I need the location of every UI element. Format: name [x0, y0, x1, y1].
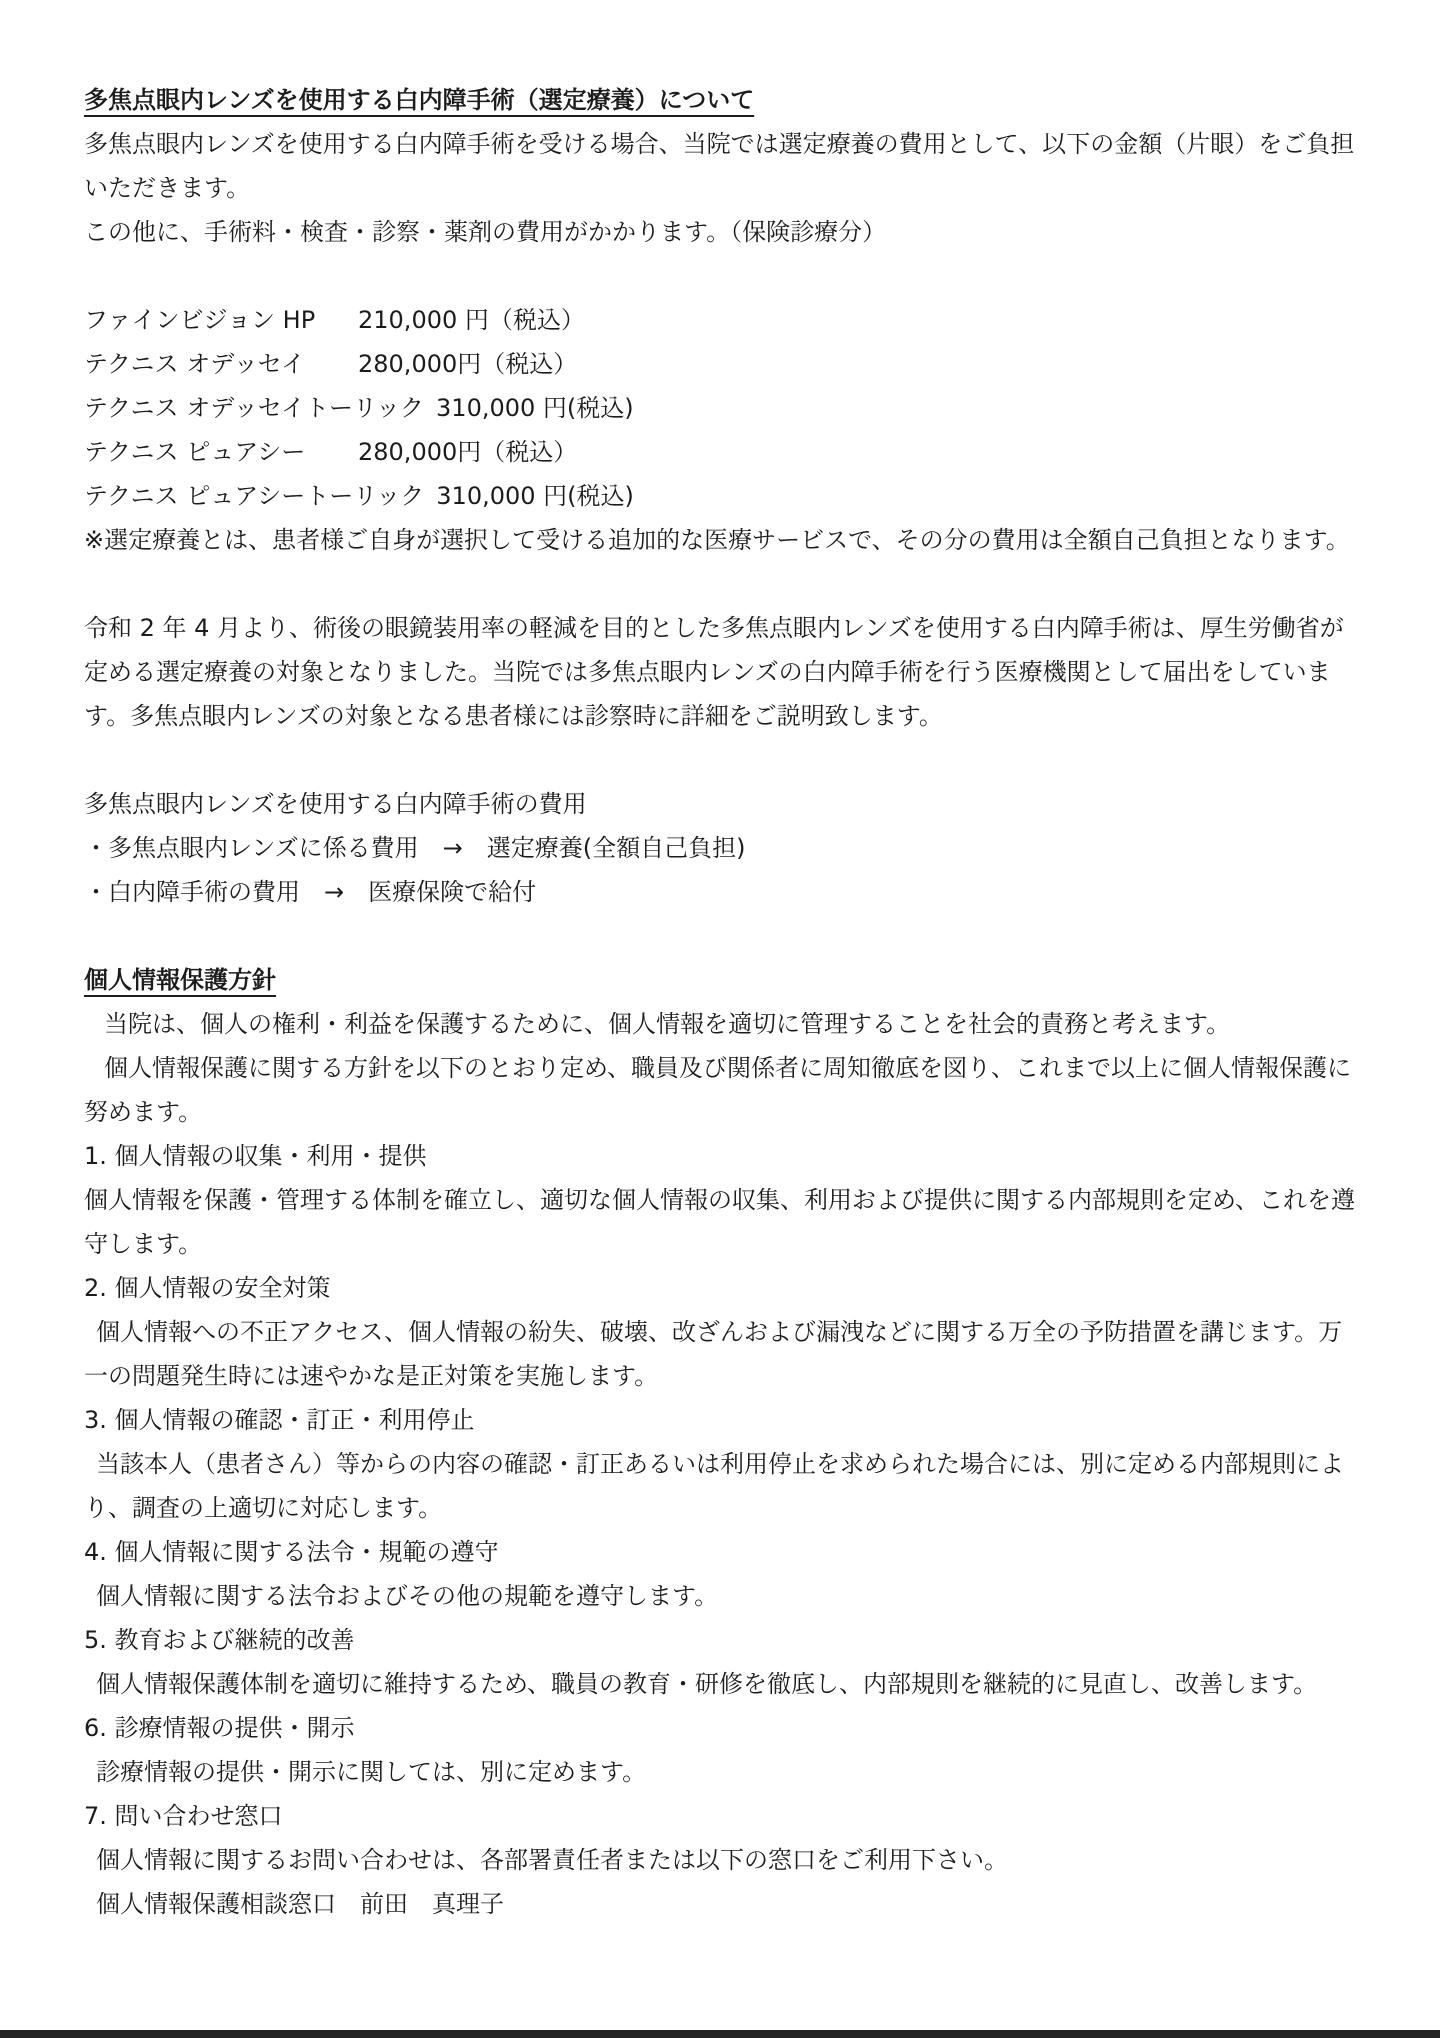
- policy-body: 個人情報保護体制を適切に維持するため、職員の教育・研修を徹底し、内部規則を継続的に見直し、改善します。: [96, 1670, 1318, 1698]
- scan-edge-bar: [0, 2030, 1440, 2038]
- price-row: [84, 386, 1356, 430]
- price-row: [84, 474, 1356, 518]
- lens-price: 210,000 円（税込）: [358, 306, 585, 334]
- lens-name: テクニス ピュアシー: [84, 438, 306, 466]
- privacy-intro-paragraph: 当院は、個人の権利・利益を保護するために、個人情報を適切に管理することを社会的責務と考えます。: [104, 1010, 1231, 1038]
- policy-body: 個人情報に関する法令およびその他の規範を遵守します。: [96, 1582, 719, 1610]
- privacy-section-title: 個人情報保護方針: [84, 966, 276, 994]
- lens-price: 280,000円（税込）: [358, 350, 578, 378]
- policy-heading: 3. 個人情報の確認・訂正・利用停止: [84, 1406, 475, 1434]
- policy-heading: 7. 問い合わせ窓口: [84, 1802, 283, 1830]
- policy-body: 個人情報を保護・管理する体制を確立し、適切な個人情報の収集、利用および提供に関する内部規則を定め、これを遵守します。: [84, 1186, 1356, 1258]
- policy-body: 当該本人（患者さん）等からの内容の確認・訂正あるいは利用停止を求められた場合には、別に定める内部規則により、調査の上適切に対応します。: [84, 1450, 1344, 1522]
- price-row: [84, 430, 1356, 474]
- lens-price: 280,000円（税込）: [358, 438, 578, 466]
- policy-body: 診療情報の提供・開示に関しては、別に定めます。: [96, 1758, 647, 1786]
- cost-heading: 多焦点眼内レンズを使用する白内障手術の費用: [84, 790, 587, 818]
- policy-body: 個人情報への不正アクセス、個人情報の紛失、破壊、改ざんおよび漏洩などに関する万全の予防措置を講じます。万一の問題発生時には速やかな是正対策を実施します。: [84, 1318, 1343, 1390]
- policy-heading: 2. 個人情報の安全対策: [84, 1274, 331, 1302]
- spacer: [84, 914, 1356, 958]
- policy-heading: 6. 診療情報の提供・開示: [84, 1714, 355, 1742]
- surgery-intro2-paragraph: この他に、手術料・検査・診察・薬剤の費用がかかります。（保険診療分）: [84, 218, 887, 246]
- lens-name: テクニス オデッセイトーリック: [84, 394, 425, 422]
- spacer: [84, 254, 1356, 298]
- privacy-intro-paragraph: 個人情報保護に関する方針を以下のとおり定め、職員及び関係者に周知徹底を図り、これまで以上に個人情報保護に努めます。: [84, 1054, 1352, 1126]
- sentei-ryoyo-note: ※選定療養とは、患者様ご自身が選択して受ける追加的な医療サービスで、その分の費用は全額自己負担となります。: [84, 526, 1350, 554]
- privacy-contact-line: 個人情報保護相談窓口 前田 真理子: [96, 1890, 504, 1918]
- policy-body: 個人情報に関するお問い合わせは、各部署責任者または以下の窓口をご利用下さい。: [96, 1846, 1008, 1874]
- lens-price: 310,000 円(税込): [436, 482, 634, 510]
- cost-item: ・白内障手術の費用 → 医療保険で給付: [84, 878, 537, 906]
- lens-price: 310,000 円(税込): [436, 394, 634, 422]
- surgery-background-paragraph: 令和 2 年 4 月より、術後の眼鏡装用率の軽減を目的とした多焦点眼内レンズを使用する白内障手術は、厚生労働省が定める選定療養の対象となりました。当院では多焦点眼内レンズの白内障手術を行う医療機関として届出をしています。多焦点眼内レンズの対象となる患者様には診察時に詳細をご説明致します。: [84, 614, 1344, 730]
- policy-heading: 5. 教育および継続的改善: [84, 1626, 355, 1654]
- policy-heading: 4. 個人情報に関する法令・規範の遵守: [84, 1538, 499, 1566]
- lens-name: ファインビジョン HP: [84, 306, 316, 334]
- privacy-policy-list: [84, 1134, 1356, 1926]
- policy-heading: 1. 個人情報の収集・利用・提供: [84, 1142, 427, 1170]
- surgery-intro-paragraph: 多焦点眼内レンズを使用する白内障手術を受ける場合、当院では選定療養の費用として、以下の金額（片眼）をご負担いただきます。: [84, 130, 1355, 202]
- lens-price-list: [84, 298, 1356, 518]
- price-row: [84, 342, 1356, 386]
- cost-item: ・多焦点眼内レンズに係る費用 → 選定療養(全額自己負担): [84, 834, 746, 862]
- spacer: [84, 738, 1356, 782]
- lens-name: テクニス ピュアシートーリック: [84, 482, 425, 510]
- lens-name: テクニス オデッセイ: [84, 350, 305, 378]
- spacer: [84, 562, 1356, 606]
- surgery-section-title: 多焦点眼内レンズを使用する白内障手術（選定療養）について: [84, 86, 755, 114]
- price-row: [84, 298, 1356, 342]
